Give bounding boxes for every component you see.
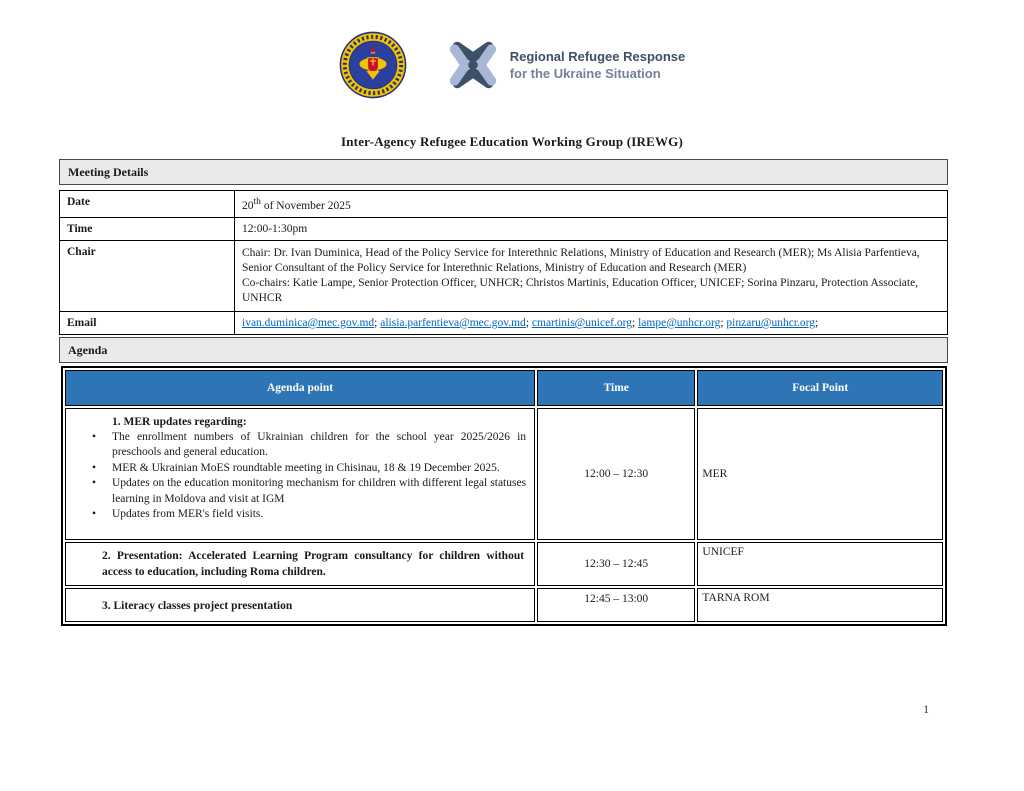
agenda-focal-2: UNICEF bbox=[697, 542, 943, 586]
table-row-email bbox=[60, 311, 948, 334]
agenda-bullet-list bbox=[66, 430, 526, 523]
bullet-item: • MER & Ukrainian MoES roundtable meeting in Chisinau, 18 & 19 December 2025. bbox=[112, 461, 526, 477]
rrr-logo-line1: Regional Refugee Response bbox=[509, 49, 686, 64]
email-separator: ; bbox=[720, 316, 727, 329]
table-row-date bbox=[60, 191, 948, 218]
email-link-pinzaru[interactable]: pinzaru@unhcr.org bbox=[726, 316, 816, 329]
email-link-ivan[interactable]: ivan.duminica@mec.gov.md bbox=[242, 316, 375, 329]
agenda-time-2: 12:30 – 12:45 bbox=[537, 542, 695, 586]
table-row-chair bbox=[60, 240, 948, 311]
rrr-x-icon bbox=[445, 37, 501, 93]
agenda-item-heading: 2. Presentation: Accelerated Learning Program consultancy for children without access to education, including Roma children. bbox=[102, 549, 525, 578]
chair-value bbox=[235, 240, 948, 311]
chair-label: Chair bbox=[60, 240, 235, 311]
agenda-row-1 bbox=[65, 408, 943, 540]
column-header-focal-point: Focal Point bbox=[697, 370, 943, 406]
document-body bbox=[59, 159, 948, 626]
moldova-ministry-seal-icon bbox=[339, 31, 407, 99]
agenda-table bbox=[61, 366, 947, 626]
time-value: 12:00-1:30pm bbox=[235, 217, 948, 240]
agenda-item-heading: 3. Literacy classes project presentation bbox=[102, 599, 293, 612]
chair-line2: Co-chairs: Katie Lampe, Senior Protection Officer, UNHCR; Christos Martinis, Education Officer, UNICEF; Sorina Pinzaru, Protection Associate, UNHCR bbox=[242, 276, 919, 304]
page-number: 1 bbox=[923, 704, 929, 716]
agenda-row-2 bbox=[65, 542, 943, 586]
agenda-focal-1: MER bbox=[697, 408, 943, 540]
date-value bbox=[235, 191, 948, 218]
email-link-lampe[interactable]: lampe@unhcr.org bbox=[638, 316, 721, 329]
email-separator: ; bbox=[632, 316, 639, 329]
bullet-item: • The enrollment numbers of Ukrainian children for the school year 2025/2026 in preschools and general education. bbox=[112, 430, 526, 461]
meeting-details-table bbox=[59, 190, 948, 335]
column-header-time: Time bbox=[537, 370, 695, 406]
email-trailing-semicolon: ; bbox=[815, 316, 819, 329]
agenda-focal-3: TARNA ROM bbox=[697, 588, 943, 622]
header-logos bbox=[0, 0, 1024, 102]
agenda-item-heading: 1. MER updates regarding: bbox=[112, 415, 247, 428]
time-label: Time bbox=[60, 217, 235, 240]
email-link-alisia[interactable]: alisia.parfentieva@mec.gov.md bbox=[380, 316, 526, 329]
bullet-item: • Updates on the education monitoring mechanism for children with different legal statuses learning in Moldova and visit at IGM bbox=[112, 476, 526, 507]
agenda-point-2 bbox=[65, 542, 535, 586]
email-link-cmartinis[interactable]: cmartinis@unicef.org bbox=[531, 316, 633, 329]
email-value bbox=[235, 311, 948, 334]
email-separator: ; bbox=[374, 316, 381, 329]
agenda-row-3 bbox=[65, 588, 943, 622]
date-ordinal: th bbox=[253, 196, 261, 207]
date-rest: of November 2025 bbox=[260, 199, 351, 212]
agenda-section-header: Agenda bbox=[59, 337, 948, 363]
column-header-agenda-point: Agenda point bbox=[65, 370, 535, 406]
date-day: 20 bbox=[242, 199, 254, 212]
agenda-point-3 bbox=[65, 588, 535, 622]
email-separator: ; bbox=[525, 316, 532, 329]
email-label: Email bbox=[60, 311, 235, 334]
bullet-item: • Updates from MER's field visits. bbox=[112, 507, 526, 523]
agenda-time-1: 12:00 – 12:30 bbox=[537, 408, 695, 540]
rrr-logo-line2: for the Ukraine Situation bbox=[509, 66, 661, 81]
table-row-time bbox=[60, 217, 948, 240]
regional-refugee-response-logo bbox=[445, 37, 686, 93]
agenda-point-1 bbox=[65, 408, 535, 540]
page-title: Inter-Agency Refugee Education Working Group (IREWG) bbox=[340, 134, 684, 149]
meeting-details-section-header: Meeting Details bbox=[59, 159, 948, 185]
agenda-header-row bbox=[65, 370, 943, 406]
rrr-logo-text bbox=[510, 48, 686, 82]
chair-line1: Chair: Dr. Ivan Duminica, Head of the Policy Service for Interethnic Relations, Ministry of Education and Research (MER); Ms Alisia Parfentieva, Senior Consultant of the Policy Service for Interethnic Relations, Ministry of Education and Research (MER) bbox=[242, 246, 920, 274]
date-label: Date bbox=[60, 191, 235, 218]
agenda-time-3: 12:45 – 13:00 bbox=[537, 588, 695, 622]
